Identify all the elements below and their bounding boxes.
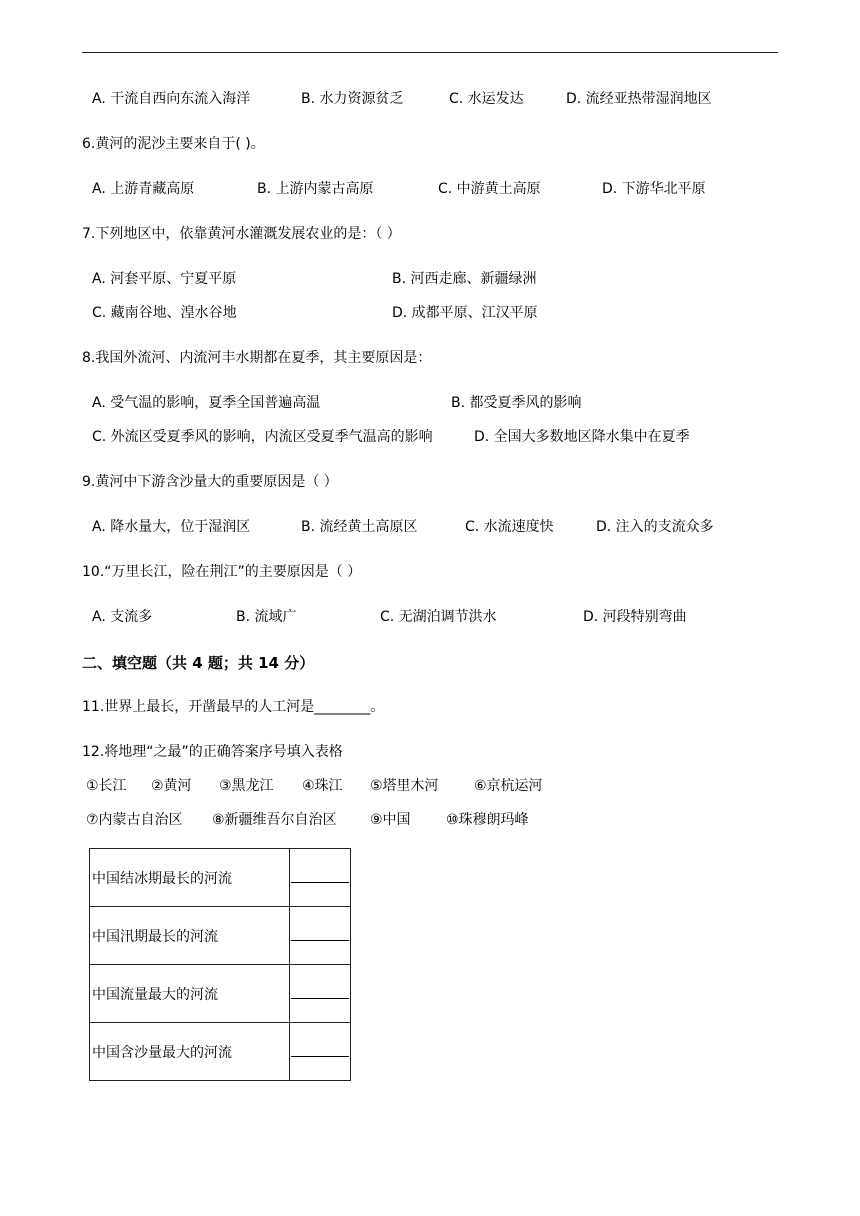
q6-option-c[interactable]: C. 中游黄土高原: [438, 181, 541, 197]
q10-option-a[interactable]: A. 支流多: [92, 609, 153, 625]
q10-option-b[interactable]: B. 流域广: [236, 609, 297, 625]
q7-option-c[interactable]: C. 藏南谷地、湟水谷地: [92, 305, 237, 321]
row-label: 中国汛期最长的河流: [90, 907, 290, 965]
blank-line: [291, 984, 349, 999]
q5-option-a[interactable]: A. 干流自西向东流入海洋: [92, 91, 251, 107]
q6-stem: 6.黄河的泥沙主要来自于( )。: [82, 136, 265, 152]
q10-stem: 10.“万里长江，险在荆江”的主要原因是（ ）: [82, 564, 362, 580]
choice-5: ⑤塔里木河: [370, 778, 439, 794]
row-label: 中国结冰期最长的河流: [90, 849, 290, 907]
q7-stem: 7.下列地区中，依靠黄河水灌溉发展农业的是：（ ）: [82, 226, 401, 242]
q11-stem: 11.世界上最长，开凿最早的人工河是________。: [82, 699, 385, 715]
answer-blank[interactable]: [290, 849, 351, 907]
q5-option-d[interactable]: D. 流经亚热带湿润地区: [566, 91, 712, 107]
choice-6: ⑥京杭运河: [474, 778, 543, 794]
q7-option-a[interactable]: A. 河套平原、宁夏平原: [92, 271, 237, 287]
choice-8: ⑧新疆维吾尔自治区: [212, 812, 337, 828]
row-label: 中国含沙量最大的河流: [90, 1023, 290, 1081]
q9-stem: 9.黄河中下游含沙量大的重要原因是（ ）: [82, 474, 338, 490]
q9-option-b[interactable]: B. 流经黄土高原区: [301, 519, 418, 535]
q8-stem: 8.我国外流河、内流河丰水期都在夏季，其主要原因是：: [82, 350, 432, 366]
section-title: 二、填空题（共 4 题；共 14 分）: [82, 654, 315, 672]
q10-option-d[interactable]: D. 河段特别弯曲: [583, 609, 687, 625]
q8-option-d[interactable]: D. 全国大多数地区降水集中在夏季: [474, 429, 690, 445]
blank-line: [291, 1042, 349, 1057]
blank-line: [291, 868, 349, 883]
row-label: 中国流量最大的河流: [90, 965, 290, 1023]
choice-2: ②黄河: [151, 778, 192, 794]
blank-line: [291, 926, 349, 941]
q5-option-b[interactable]: B. 水力资源贫乏: [301, 91, 404, 107]
q6-option-d[interactable]: D. 下游华北平原: [602, 181, 706, 197]
table-row: [90, 849, 351, 907]
answer-blank[interactable]: [290, 965, 351, 1023]
choice-3: ③黑龙江: [219, 778, 274, 794]
choice-7: ⑦内蒙古自治区: [86, 812, 183, 828]
q8-option-c[interactable]: C. 外流区受夏季风的影响，内流区受夏季气温高的影响: [92, 429, 433, 445]
answer-table: [89, 848, 351, 1081]
choice-9: ⑨中国: [370, 812, 411, 828]
q5-option-c[interactable]: C. 水运发达: [449, 91, 524, 107]
answer-blank[interactable]: [290, 907, 351, 965]
q12-stem: 12.将地理“之最”的正确答案序号填入表格: [82, 744, 343, 760]
table-row: [90, 965, 351, 1023]
q8-option-b[interactable]: B. 都受夏季风的影响: [451, 395, 582, 411]
q9-option-d[interactable]: D. 注入的支流众多: [596, 519, 714, 535]
q9-option-c[interactable]: C. 水流速度快: [465, 519, 554, 535]
choice-10: ⑩珠穆朗玛峰: [446, 812, 529, 828]
q9-option-a[interactable]: A. 降水量大，位于湿润区: [92, 519, 251, 535]
q6-option-b[interactable]: B. 上游内蒙古高原: [257, 181, 374, 197]
table-row: [90, 907, 351, 965]
q7-option-b[interactable]: B. 河西走廊、新疆绿洲: [392, 271, 537, 287]
q7-option-d[interactable]: D. 成都平原、江汉平原: [392, 305, 538, 321]
q10-option-c[interactable]: C. 无湖泊调节洪水: [380, 609, 497, 625]
choice-4: ④珠江: [302, 778, 343, 794]
table-row: [90, 1023, 351, 1081]
choice-1: ①长江: [86, 778, 127, 794]
q8-option-a[interactable]: A. 受气温的影响，夏季全国普遍高温: [92, 395, 321, 411]
answer-blank[interactable]: [290, 1023, 351, 1081]
q6-option-a[interactable]: A. 上游青藏高原: [92, 181, 195, 197]
header-rule: [82, 52, 778, 53]
